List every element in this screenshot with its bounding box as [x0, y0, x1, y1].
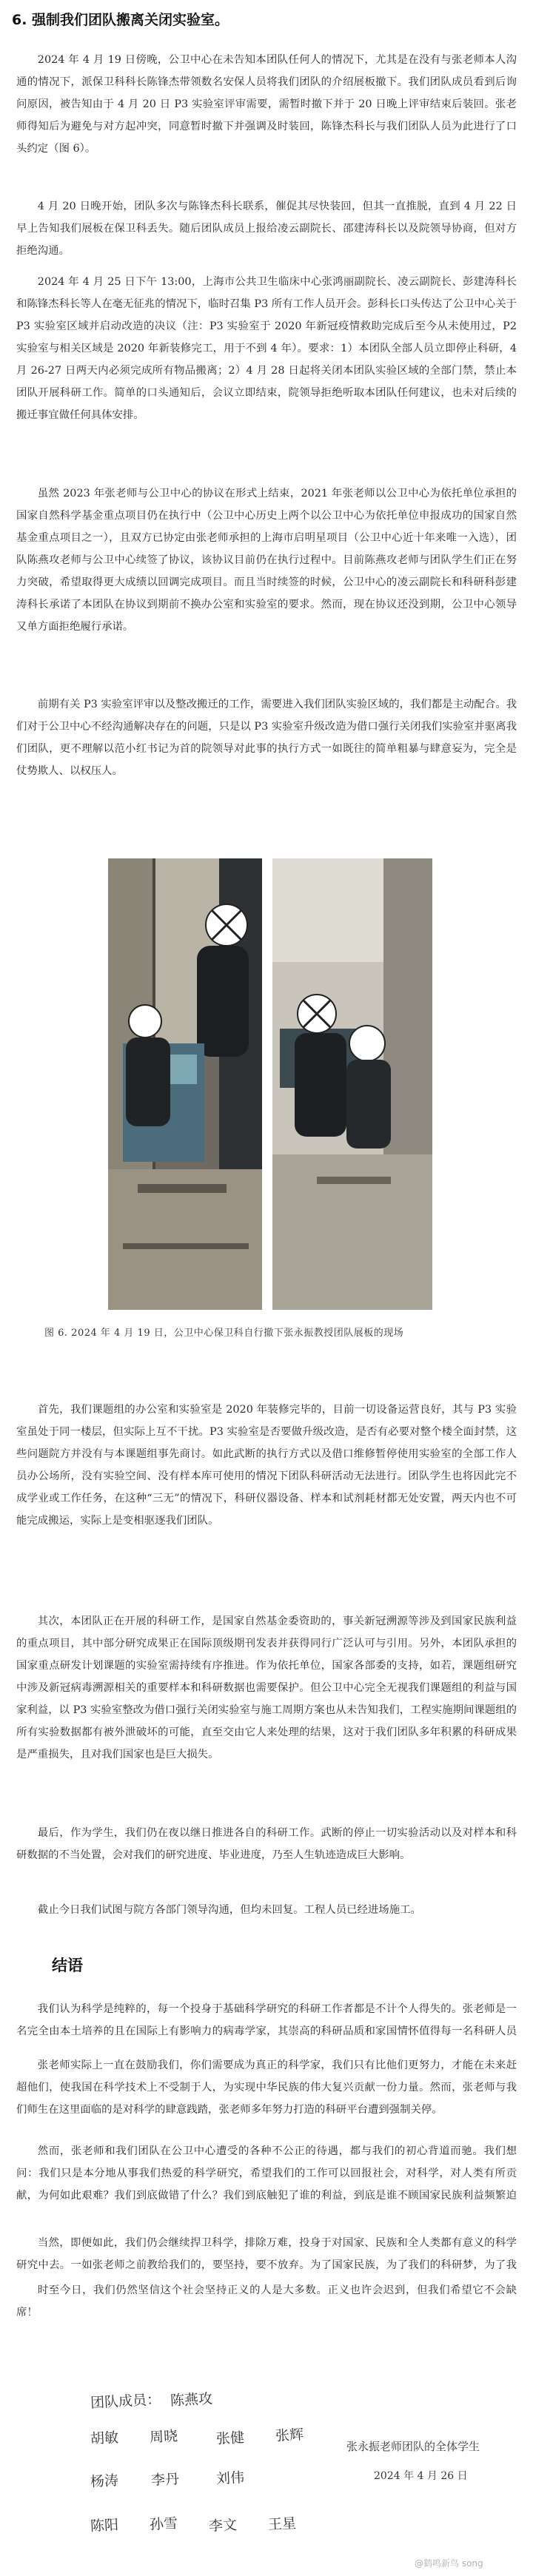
scene-photo-left-image	[108, 858, 262, 1310]
signature: 李丹	[150, 2471, 180, 2489]
signature: 杨涛	[90, 2472, 119, 2490]
figure-caption: 图 6. 2024 年 4 月 19 日，公卫中心保卫科自行撤下张永振教授团队展板的现场	[44, 1328, 404, 1339]
paragraph: 首先，我们课题组的办公室和实验室是 2020 年装修完毕的，目前一切设备运营良好，其与 P3 实验室虽处于同一楼层，但实际上互不干扰。P3 实验室是否要做升级改造，是否有必要对整个楼全面封禁，这些问题院方并没有与本课题组事先商讨。如此武断的执行方式以及借口维修暂停使用实验室的全部工作人员办公场所，没有实验空间、没有样本库可使用的情况下团队科研活动无法进行。团队学生也将因此完不成学业或工作任务，在这种“三无”的情况下，科研仪器设备、样本和试剂耗材都无处安置，两天内也不可能完成搬运，实际上是变相驱逐我们团队。	[16, 1404, 517, 1527]
paragraph: 截止今日我们试图与院方各部门领导沟通，但均未回复。工程人员已经进场施工。	[37, 1904, 421, 1916]
section-heading: 6. 强制我们团队搬离关闭实验室。	[12, 12, 229, 28]
scene-photo-right	[272, 858, 432, 1310]
paragraph: 4 月 20 日晚开始，团队多次与陈锋杰科长联系，催促其尽快装回，但其一直推脱，直到 4 月 22 日早上告知我们展板在保卫科丢失。随后团队成员上报给凌云副院长、邵建涛科长以及院领导协商，但对方拒绝沟通。	[16, 201, 517, 257]
conclusion-heading: 结语	[52, 1957, 83, 1974]
paragraph: 最后，作为学生，我们仍在夜以继日推进各自的科研工作。武断的停止一切实验活动以及对样本和科研数据的不当处置，会对我们的研究进度、毕业进度，乃至人生轨迹造成巨大影响。	[16, 1827, 517, 1861]
scene-photo-left	[108, 858, 262, 1310]
signature: 胡敏	[90, 2429, 119, 2447]
team-signoff: 张永振老师团队的全体学生	[346, 2440, 480, 2453]
signature: 周晓	[149, 2428, 178, 2446]
signature: 孙雪	[149, 2515, 178, 2533]
signature: 张辉	[275, 2427, 304, 2444]
signature: 李文	[208, 2517, 238, 2535]
signature: 刘伟	[215, 2469, 245, 2487]
paragraph: 张老师实际上一直在鼓励我们，你们需要成为真正的科学家，我们只有比他们更努力，才能在未来赶超他们，使我国在科学技术上不受制于人，为实现中华民族的伟大复兴贡献一份力量。然而，张老师与我们师生在这里面临的是对科学的肆意践踏，张老师多年努力打造的科研平台遭到强制关停。	[16, 2059, 517, 2116]
signature: 陈燕攻	[170, 2390, 213, 2409]
paragraph: 前期有关 P3 实验室评审以及整改搬迁的工作，需要进入我们团队实验区域的，我们都是主动配合。我们对于公卫中心不经沟通解决存在的问题，只是以 P3 实验室升级改造为借口强行关闭我们实验室并驱离我们团队，更不理解以范小红书记为首的院领导对此事的执行方式一如既往的简单粗暴与肆意妄为，完全是仗势欺人、以权压人。	[16, 699, 517, 777]
paragraph: 我们认为科学是纯粹的，每一个投身于基础科学研究的科研工作者都是不计个人得失的。张老师是一名完全由本土培养的且在国际上有影响力的病毒学家，其崇高的科研品质和家国情怀值得每一名科研人员	[16, 2003, 517, 2037]
paragraph: 2024 年 4 月 19 日傍晚，公卫中心在未告知本团队任何人的情况下，尤其是在没有与张老师本人沟通的情况下，派保卫科科长陈锋杰带领数名安保人员将我们团队的介绍展板撤下。我们团队成员看到后询问原因，被告知由于 4 月 20 日 P3 实验室评审需要，需暂时撤下并于 20 日晚上评审结束后装回。张老师得知后为避免与对方起冲突，同意暂时撤下并强调及时装回，陈锋杰科长与我们团队人员为此进行了口头约定（图 6）。	[16, 54, 517, 155]
paragraph: 其次，本团队正在开展的科研工作，是国家自然基金委资助的，事关新冠溯源等涉及到国家民族利益的重点项目，其中部分研究成果正在国际顶级期刊发表并获得同行广泛认可与引用。另外，本团队承担的国家重点研发计划课题的实验室需持续有序推进。作为依托单位，国家各部委的支持，如若，课题组研究中涉及新冠病毒溯源相关的重要样本和科研数据也需要保护。但公卫中心完全无视我们课题组的利益与国家利益，以 P3 实验室整改为借口强行关闭实验室与施工周期方案也从未告知我们，工程实施期间课题组的所有实验数据都有被外泄破坏的可能，直至交由它人来处理的结果，这对于我们团队多年积累的科研成果是严重损失，且对我们国家也是巨大损失。	[16, 1615, 517, 1761]
handwritten-signatures	[90, 2375, 327, 2560]
signature: 陈阳	[90, 2517, 119, 2535]
scene-photo-right-image	[272, 858, 432, 1310]
paragraph: 时至今日，我们仍然坚信这个社会坚持正义的人是大多数。正义也许会迟到，但我们希望它不会缺席！	[16, 2284, 517, 2318]
signature: 张健	[215, 2429, 245, 2447]
signature: 团队成员：	[90, 2391, 161, 2412]
signature: 王星	[267, 2515, 297, 2533]
paragraph: 然而，张老师和我们团队在公卫中心遭受的各种不公正的待遇，都与我们的初心背道而驰。我们想问：我们只是本分地从事我们热爱的科学研究，希望我们的工作可以回报社会，对科学，对人类有所贡献，为何如此艰难？我们到底做错了什么？我们到底触犯了谁的利益，到底是谁不顾国家民族利益频繁迫	[16, 2145, 517, 2202]
signoff-date: 2024 年 4 月 26 日	[374, 2470, 468, 2482]
paragraph: 虽然 2023 年张老师与公卫中心的协议在形式上结束，2021 年张老师以公卫中心为依托单位承担的国家自然科学基金重点项目仍在执行中（公卫中心历史上两个以公卫中心为依托单位申报成功的国家自然基金重点项目之一），且双方已协定由张老师承担的上海市启明星项目（公卫中心近十年来唯一入选），团队陈燕攻老师与公卫中心续签了协议，该协议目前仍在执行过程中。目前陈燕攻老师与团队学生们正在努力突破，希望取得更大成绩以回调完成项目。而且当时续签的时候，公卫中心的凌云副院长和科研科彭建涛科长承诺了本团队在协议到期前不换办公室和实验室的要求。然而，现在协议还没到期，公卫中心领导又单方面拒绝履行承诺。	[16, 488, 517, 633]
watermark: @鹤鸣新鸟 song	[415, 2558, 483, 2569]
paragraph: 2024 年 4 月 25 日下午 13:00，上海市公共卫生临床中心张鸿丽副院长、凌云副院长、彭建涛科长和陈锋杰科长等人在毫无征兆的情况下，临时召集 P3 所有工作人员开会。彭科长口头传达了公卫中心关于 P3 实验室区域并启动改造的决议（注：P3 实验室于 2020 年新冠疫情救助完成后至今从未使用过，P2 实验室与相关区域是 2020 年新装修完工，用于不到 4 年）。要求：1）本团队全部人员立即停止科研，4 月 26-27 日两天内必须完成所有物品搬离；2）4 月 28 日起将关闭本团队实验区域的全部门禁，禁止本团队开展科研工作。简单的口头通知后，会议立即结束，院领导拒绝听取本团队任何建议，也未对后续的搬迁事宜做任何具体安排。	[16, 276, 517, 421]
paragraph: 当然，即便如此，我们仍会继续捍卫科学，排除万难，投身于对国家、民族和全人类都有意义的科学研究中去。一如张老师之前教给我们的，要坚持，要不放弃。为了国家民族，为了我们的科研梦，为了我	[16, 2237, 517, 2271]
